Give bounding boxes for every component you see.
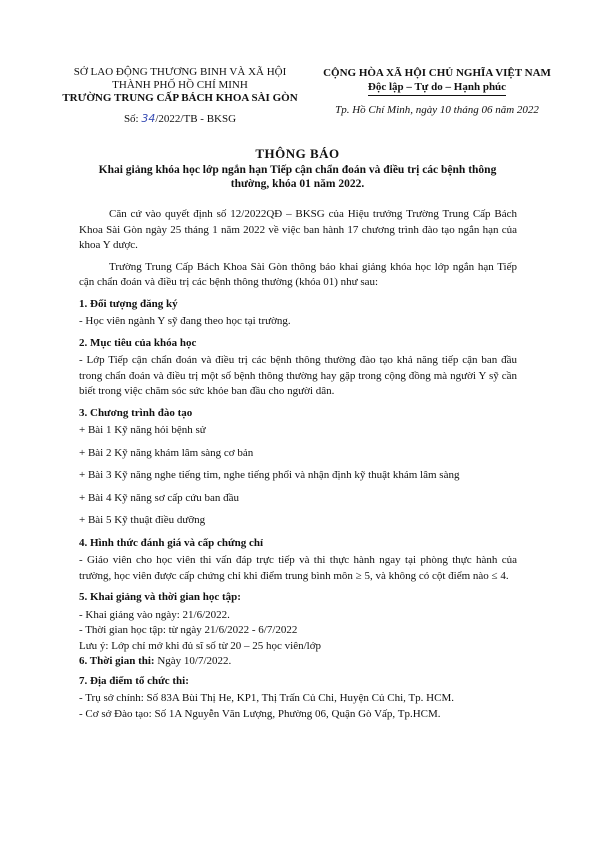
section-2-heading: 2. Mục tiêu của khóa học — [79, 336, 197, 349]
document-subtitle: Khai giảng khóa học lớp ngắn hạn Tiếp cận chẩn đoán và điều trị các bệnh thông thường, khóa 01 năm 2022. — [98, 164, 497, 190]
section-2-text: - Lớp Tiếp cận chẩn đoán và điều trị các bệnh thông thường đào tạo khả năng tiếp cận ban đầu trong chẩn đoán và điều trị một số bệnh thông thường hay gặp trong cộng đồng mà người Y sỹ cần biết trong việc chăm sóc sức khỏe ban đầu cho người dân. — [79, 354, 517, 397]
curriculum-item: + Bài 3 Kỹ năng nghe tiếng tim, nghe tiếng phổi và nhận định kỹ thuật khám lâm sàng — [79, 469, 460, 481]
national-motto: Độc lập – Tự do – Hạnh phúc — [368, 80, 506, 96]
issuer-school-name: TRƯỜNG TRUNG CẤP BÁCH KHOA SÀI GÒN — [62, 92, 298, 104]
exam-location: - Cơ sở Đào tạo: Số 1A Nguyễn Văn Lượng, Phường 06, Quận Gò Vấp, Tp.HCM. — [79, 707, 441, 720]
intro-paragraph-2: Trường Trung Cấp Bách Khoa Sài Gòn thông báo khai giảng khóa học lớp ngắn hạn Tiếp cận chẩn đoán và điều trị các bệnh thông thường (khóa 01) như sau: — [79, 260, 517, 288]
curriculum-item: + Bài 4 Kỹ năng sơ cấp cứu ban đầu — [79, 491, 240, 504]
section-1-text: - Học viên ngành Y sỹ đang theo học tại trường. — [79, 315, 291, 327]
national-header — [306, 66, 568, 96]
section-1-heading: 1. Đối tượng đăng ký — [79, 297, 178, 310]
issuer-line-2: THÀNH PHỐ HỒ CHÍ MINH — [112, 79, 248, 91]
intro-paragraph-1: Căn cứ vào quyết định số 12/2022QĐ – BKSG của Hiệu trưởng Trường Trung Cấp Bách Khoa Sài Gòn ngày 25 tháng 1 năm 2022 về việc ban hành 17 chương trình đào tạo ngắn hạn của khoa Y dược. — [79, 208, 517, 251]
document-number-handwritten: 34 — [141, 112, 156, 125]
curriculum-item: + Bài 2 Kỹ năng khám lâm sàng cơ bản — [79, 446, 254, 459]
document-title: THÔNG BÁO — [255, 146, 340, 161]
national-title: CỘNG HÒA XÃ HỘI CHỦ NGHĨA VIỆT NAM — [323, 67, 551, 79]
section-5-heading: 5. Khai giảng và thời gian học tập: — [79, 591, 241, 603]
curriculum-item: + Bài 5 Kỹ thuật điều dưỡng — [79, 514, 206, 526]
section-4-heading: 4. Hình thức đánh giá và cấp chứng chỉ — [79, 536, 264, 549]
document-number-label: Số: — [123, 113, 139, 125]
exam-date: Ngày 10/7/2022. — [157, 655, 232, 667]
section-3-heading: 3. Chương trình đào tạo — [79, 406, 193, 419]
section-6-heading: 6. Thời gian thi: — [79, 655, 155, 667]
exam-location: - Trụ sở chính: Số 83A Bùi Thị He, KP1, Thị Trấn Củ Chi, Huyện Củ Chi, Tp. HCM. — [79, 692, 454, 704]
curriculum-item: + Bài 1 Kỹ năng hỏi bệnh sử — [79, 424, 206, 436]
schedule-line: - Thời gian học tập: từ ngày 21/6/2022 - 6/7/2022 — [79, 624, 298, 636]
document-body — [79, 207, 517, 722]
schedule-note: Lưu ý: Lớp chỉ mở khi đủ sĩ số từ 20 – 25 học viên/lớp — [79, 639, 322, 652]
section-7-heading: 7. Địa điểm tổ chức thi: — [79, 674, 189, 687]
document-date: Tp. Hồ Chí Minh, ngày 10 tháng 06 năm 2022 — [335, 104, 539, 116]
issuer-header — [60, 66, 300, 105]
document-number-suffix: /2022/TB - BKSG — [155, 113, 237, 125]
section-6 — [79, 654, 517, 670]
schedule-line: - Khai giảng vào ngày: 21/6/2022. — [79, 608, 230, 621]
issuer-line-1: SỞ LAO ĐỘNG THƯƠNG BINH VÀ XÃ HỘI — [73, 66, 287, 78]
document-number — [60, 112, 300, 125]
section-4-text: - Giáo viên cho học viên thi vấn đáp trực tiếp và thi thực hành ngay tại phòng thực hành của trường, học viên được cấp chứng chỉ khi điểm trung bình môn ≥ 5, và không có cột điểm nào ≤ 4. — [79, 554, 517, 582]
